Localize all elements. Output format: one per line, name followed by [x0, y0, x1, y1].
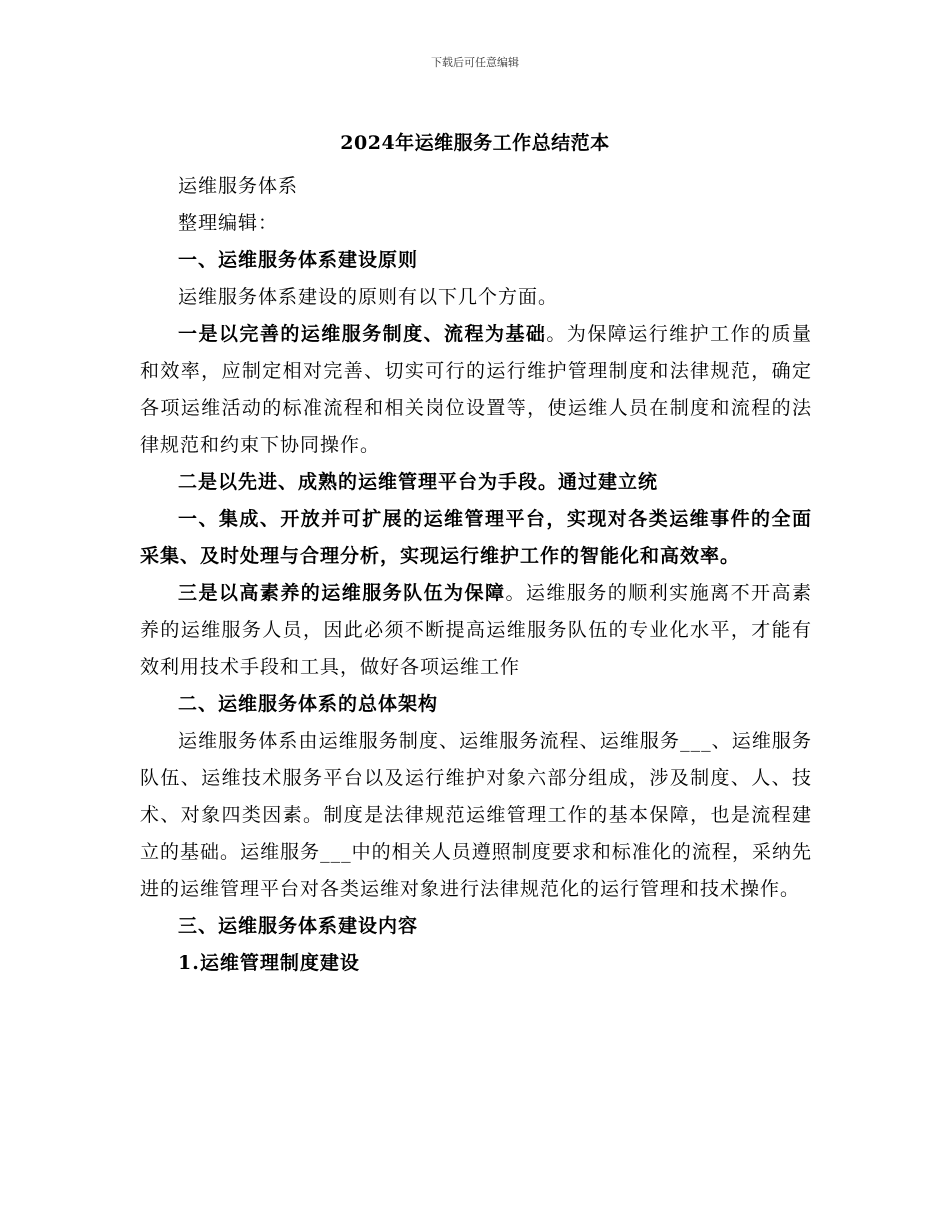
paragraph-5-lead: 一是以完善的运维服务制度、流程为基础: [178, 323, 547, 345]
subsection-heading-1: 1.运维管理制度建设: [178, 952, 360, 974]
document-title: 2024年运维服务工作总结范本: [340, 132, 610, 154]
paragraph-8-lead: 三是以高素养的运维服务队伍为保障: [178, 582, 506, 604]
document-body: [140, 168, 812, 982]
section-heading-1: 一、运维服务体系建设原则: [178, 249, 419, 271]
paragraph-7: 一、集成、开放并可扩展的运维管理平台，实现对各类运维事件的全面采集、及时处理与合理分析，实现运行维护工作的智能化和高效率。: [140, 508, 812, 567]
header-note: 下载后可任意编辑: [431, 56, 519, 69]
paragraph-5-text: 。为保障运行维护工作的质量和效率，应制定相对完善、切实可行的运行维护管理制度和法律规范，确定各项运维活动的标准流程和相关岗位设置等，使运维人员在制度和流程的法律规范和约束下协同操作。: [140, 323, 812, 456]
paragraph-4: 运维服务体系建设的原则有以下几个方面。: [178, 286, 559, 308]
section-heading-2: 二、运维服务体系的总体架构: [178, 693, 439, 715]
paragraph-2: 整理编辑：: [178, 212, 279, 234]
paragraph-8-text: 。运维服务的顺利实施离不开高素养的运维服务人员，因此必须不断提高运维服务队伍的专业化水平，才能有效利用技术手段和工具，做好各项运维工作: [140, 582, 812, 678]
section-heading-3: 三、运维服务体系建设内容: [178, 915, 419, 937]
paragraph-1: 运维服务体系: [178, 175, 299, 197]
paragraph-8: [140, 575, 812, 686]
paragraph-6: 二是以先进、成熟的运维管理平台为手段。通过建立统: [178, 471, 659, 493]
paragraph-10: 运维服务体系由运维服务制度、运维服务流程、运维服务___、运维服务队伍、运维技术服务平台以及运行维护对象六部分组成，涉及制度、人、技术、对象四类因素。制度是法律规范运维管理工作的基本保障，也是流程建立的基础。运维服务___中的相关人员遵照制度要求和标准化的流程，采纳先进的运维管理平台对各类运维对象进行法律规范化的运行管理和技术操作。: [140, 730, 812, 900]
paragraph-5: [140, 316, 812, 464]
